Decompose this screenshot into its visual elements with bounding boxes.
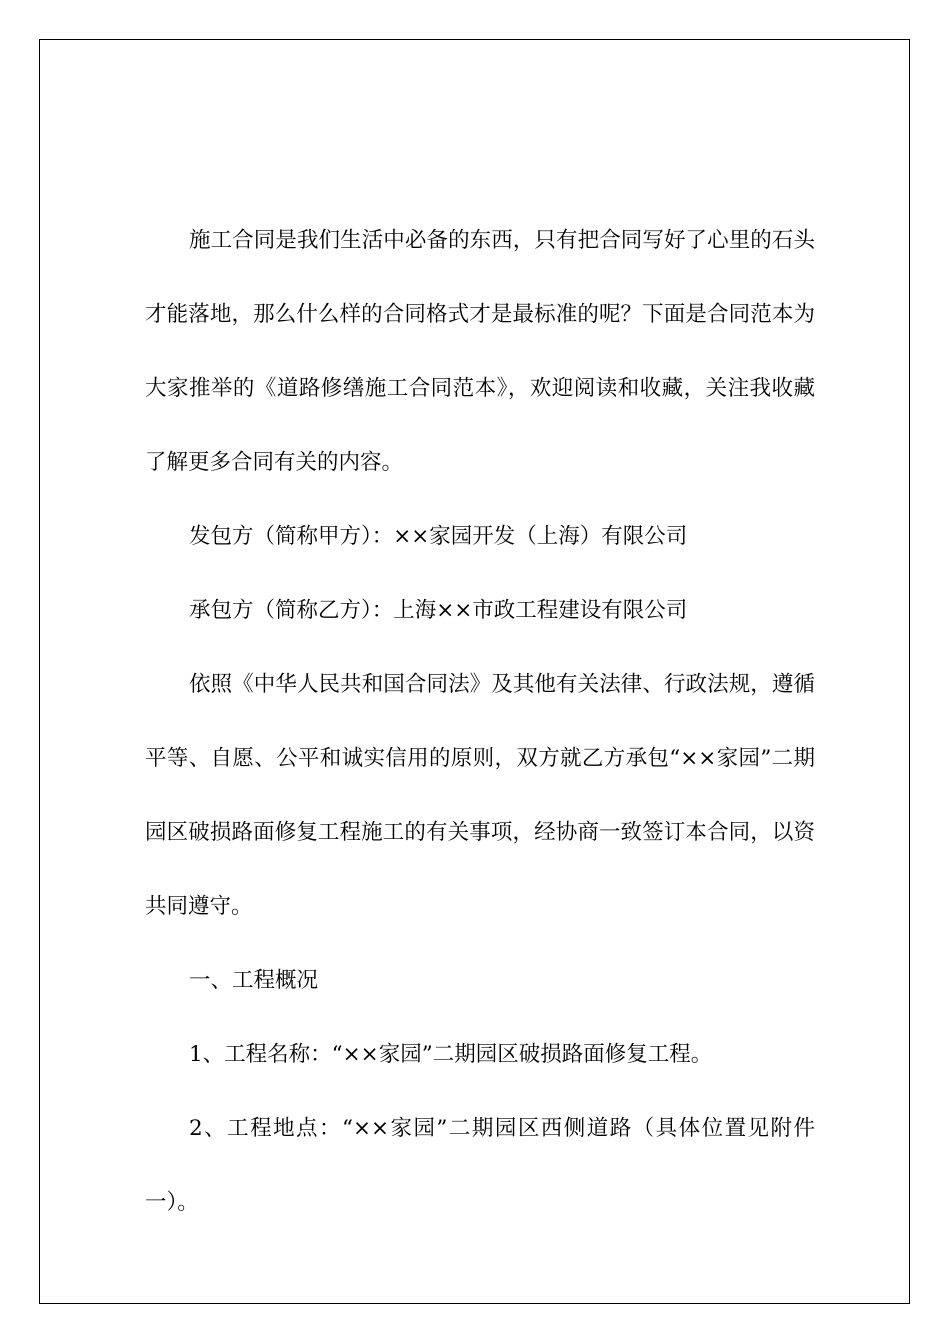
party-a-line: 发包方（简称甲方）：××家园开发（上海）有限公司 (189, 524, 688, 549)
basis-paragraph: 依照《中华人民共和国合同法》及其他有关法律、行政法规，遵循平等、自愿、公平和诚实信用的原则，双方就乙方承包“××家园”二期园区破损路面修复工程施工的有关事项，经协商一致签订本合同，以资共同遵守。 (145, 672, 815, 919)
clause-project-name: 1、工程名称：“××家园”二期园区破损路面修复工程。 (189, 1042, 713, 1067)
intro-paragraph: 施工合同是我们生活中必备的东西，只有把合同写好了心里的石头才能落地，那么什么样的合同格式才是最标准的呢？下面是合同范本为大家推举的《道路修缮施工合同范本》，欢迎阅读和收藏，关注我收藏了解更多合同有关的内容。 (145, 228, 815, 475)
clause-project-location: 2、工程地点：“××家园”二期园区西侧道路（具体位置见附件一）。 (145, 1116, 815, 1215)
section-heading-project-overview: 一、工程概况 (189, 968, 319, 993)
document-body (145, 204, 815, 1240)
party-b-line: 承包方（简称乙方）：上海××市政工程建设有限公司 (189, 598, 688, 623)
